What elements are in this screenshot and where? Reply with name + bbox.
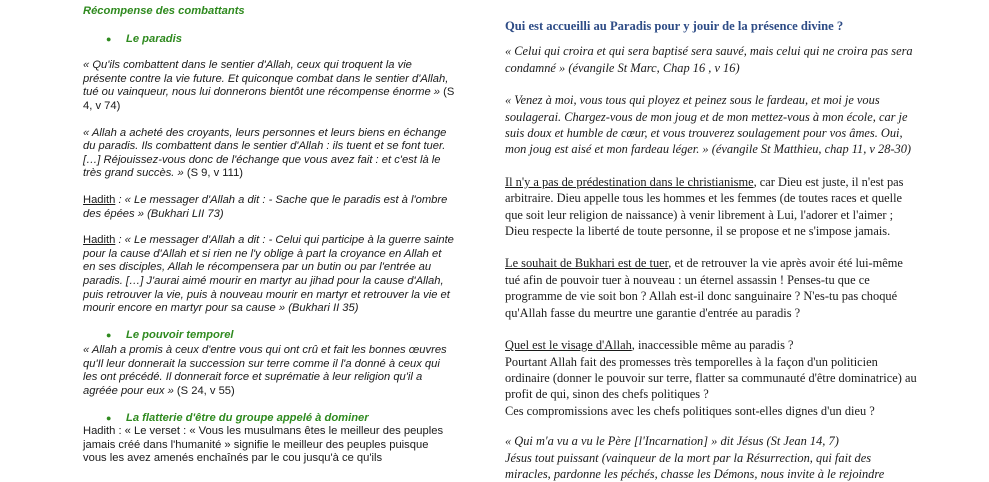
left-column — [83, 0, 455, 479]
quote-paragraph: « Qu'ils combattent dans le sentier d'Allah, ceux qui troquent la vie présente contre la vie future. Et quiconque combat dans le sentier d'Allah, tué ou vainqueur, nous lui donnerons bientôt une récompense énorme » (S 4, v 74) — [83, 59, 455, 112]
quote-paragraph: « Allah a promis à ceux d'entre vous qui ont crû et fait les bonnes œuvres qu'Il leur donnerait la succession sur terre comme il l'a donné à ceux qui les ont précédé. Il donnerait force et suprématie à leur religion qu'il a agréée pour eux » (S 24, v 55) — [83, 344, 447, 398]
bullet-icon: ● — [106, 412, 112, 423]
bullet-icon: ● — [106, 329, 112, 340]
bullet-label: Le pouvoir temporel — [126, 328, 234, 341]
right-title: Qui est accueilli au Paradis pour y jouir de la présence divine ? — [505, 19, 844, 33]
quote-paragraph: « Venez à moi, vous tous qui ployez et peinez sous le fardeau, et moi je vous soulagerai. Chargez-vous de mon joug et de mon mettez-vous à mon école, car je suis doux et humble de cœur, et vous trouverez soulagement pour vos âmes. Oui, mon joug est aisé et mon fardeau léger. » (évangile St Matthieu, chap 11, v 28-30) — [505, 93, 912, 157]
section-title: Récompense des combattants — [83, 5, 245, 17]
body-paragraph: Il n'y a pas de prédestination dans le christianisme, car Dieu est juste, il n'est pas arbitraire. Dieu appelle tous les hommes et les femmes (de toutes races et quelle que soit leur religion de naissance) à venir librement à Lui, l'adorer et l'aimer ; Dieu respecte la liberté de toute personne, il se propose et ne s'impose jamais. — [505, 174, 904, 239]
quote-paragraph: « Allah a acheté des croyants, leurs personnes et leurs biens en échange du paradis. Ils combattent dans le sentier d'Allah : ils tuent et se font tuer. […] Réjouissez-vous donc de l'échange que vous avez fait : et c'est là le très grand succès. » (S 9, v 111) — [83, 126, 447, 180]
bullet-label: Le paradis — [126, 32, 182, 45]
bullet-heading — [106, 33, 455, 47]
quote-line: « Qui m'a vu a vu le Père [l'Incarnation] » dit Jésus (St Jean 14, 7) — [505, 434, 839, 449]
body-paragraph: Quel est le visage d'Allah, inaccessible même au paradis ? Pourtant Allah fait des promesses très temporelles à la façon d'un politicien ordinaire (donner le pouvoir sur terre, flatter sa communauté d'être dominatrice) au profit de qui, sinon des chefs politiques ? Ces compromissions avec les chefs politiques sont-elles dignes d'un dieu ? — [505, 338, 917, 418]
hadith-paragraph: Hadith : « Le messager d'Allah a dit : - Celui qui participe à la guerre sainte pour la cause d'Allah et si rien ne l'y oblige à part la croyance en Allah et en ses disciples, Allah le récompensera par un butin ou par l'entrée au paradis. […] J'aurai aimé mourir en martyr au jihad pour la cause d'Allah, puis retrouver la vie, puis à nouveau mourir en martyr et retrouver la vie et mourir encore en martyr pour sa cause » (Bukhari II 35) — [83, 234, 454, 315]
body-paragraph: Le souhait de Bukhari est de tuer, et de retrouver la vie après avoir été lui-même tué afin de pouvoir tuer à nouveau : un éternel assassin ! Penses-tu que ce programme de vie soit bon ? Allah est-il donc sanguinaire ? N'es-tu pas choqué qu'Allah fasse du meurtre une garantie d'entrée au paradis ? — [505, 256, 903, 320]
bullet-label: La flatterie d'être du groupe appelé à dominer — [126, 411, 369, 424]
hadith-paragraph: Hadith : « Le messager d'Allah a dit : - Sache que le paradis est à l'ombre des épées » (Bukhari LII 73) — [83, 193, 448, 220]
bullet-icon: ● — [106, 33, 112, 44]
right-column — [505, 0, 917, 482]
hadith-paragraph: Hadith : « Le verset : « Vous les musulmans êtes le meilleur des peuples jamais créé dans l'humanité » signifie le meilleur des peuples puisque vous les avez amenés enchaînés par le cou jusqu'à ce qu'ils — [83, 425, 444, 465]
bullet-heading — [106, 412, 455, 426]
body-paragraph: Jésus tout puissant (vainqueur de la mort par la Résurrection, qui fait des miracles, pardonne les péchés, chasse les Démons, nous invite à le rejoindre — [505, 450, 885, 481]
quote-paragraph: « Celui qui croira et qui sera baptisé sera sauvé, mais celui qui ne croira pas sera condamné » (évangile St Marc, Chap 16 , v 16) — [505, 44, 913, 75]
bullet-heading — [106, 329, 455, 343]
